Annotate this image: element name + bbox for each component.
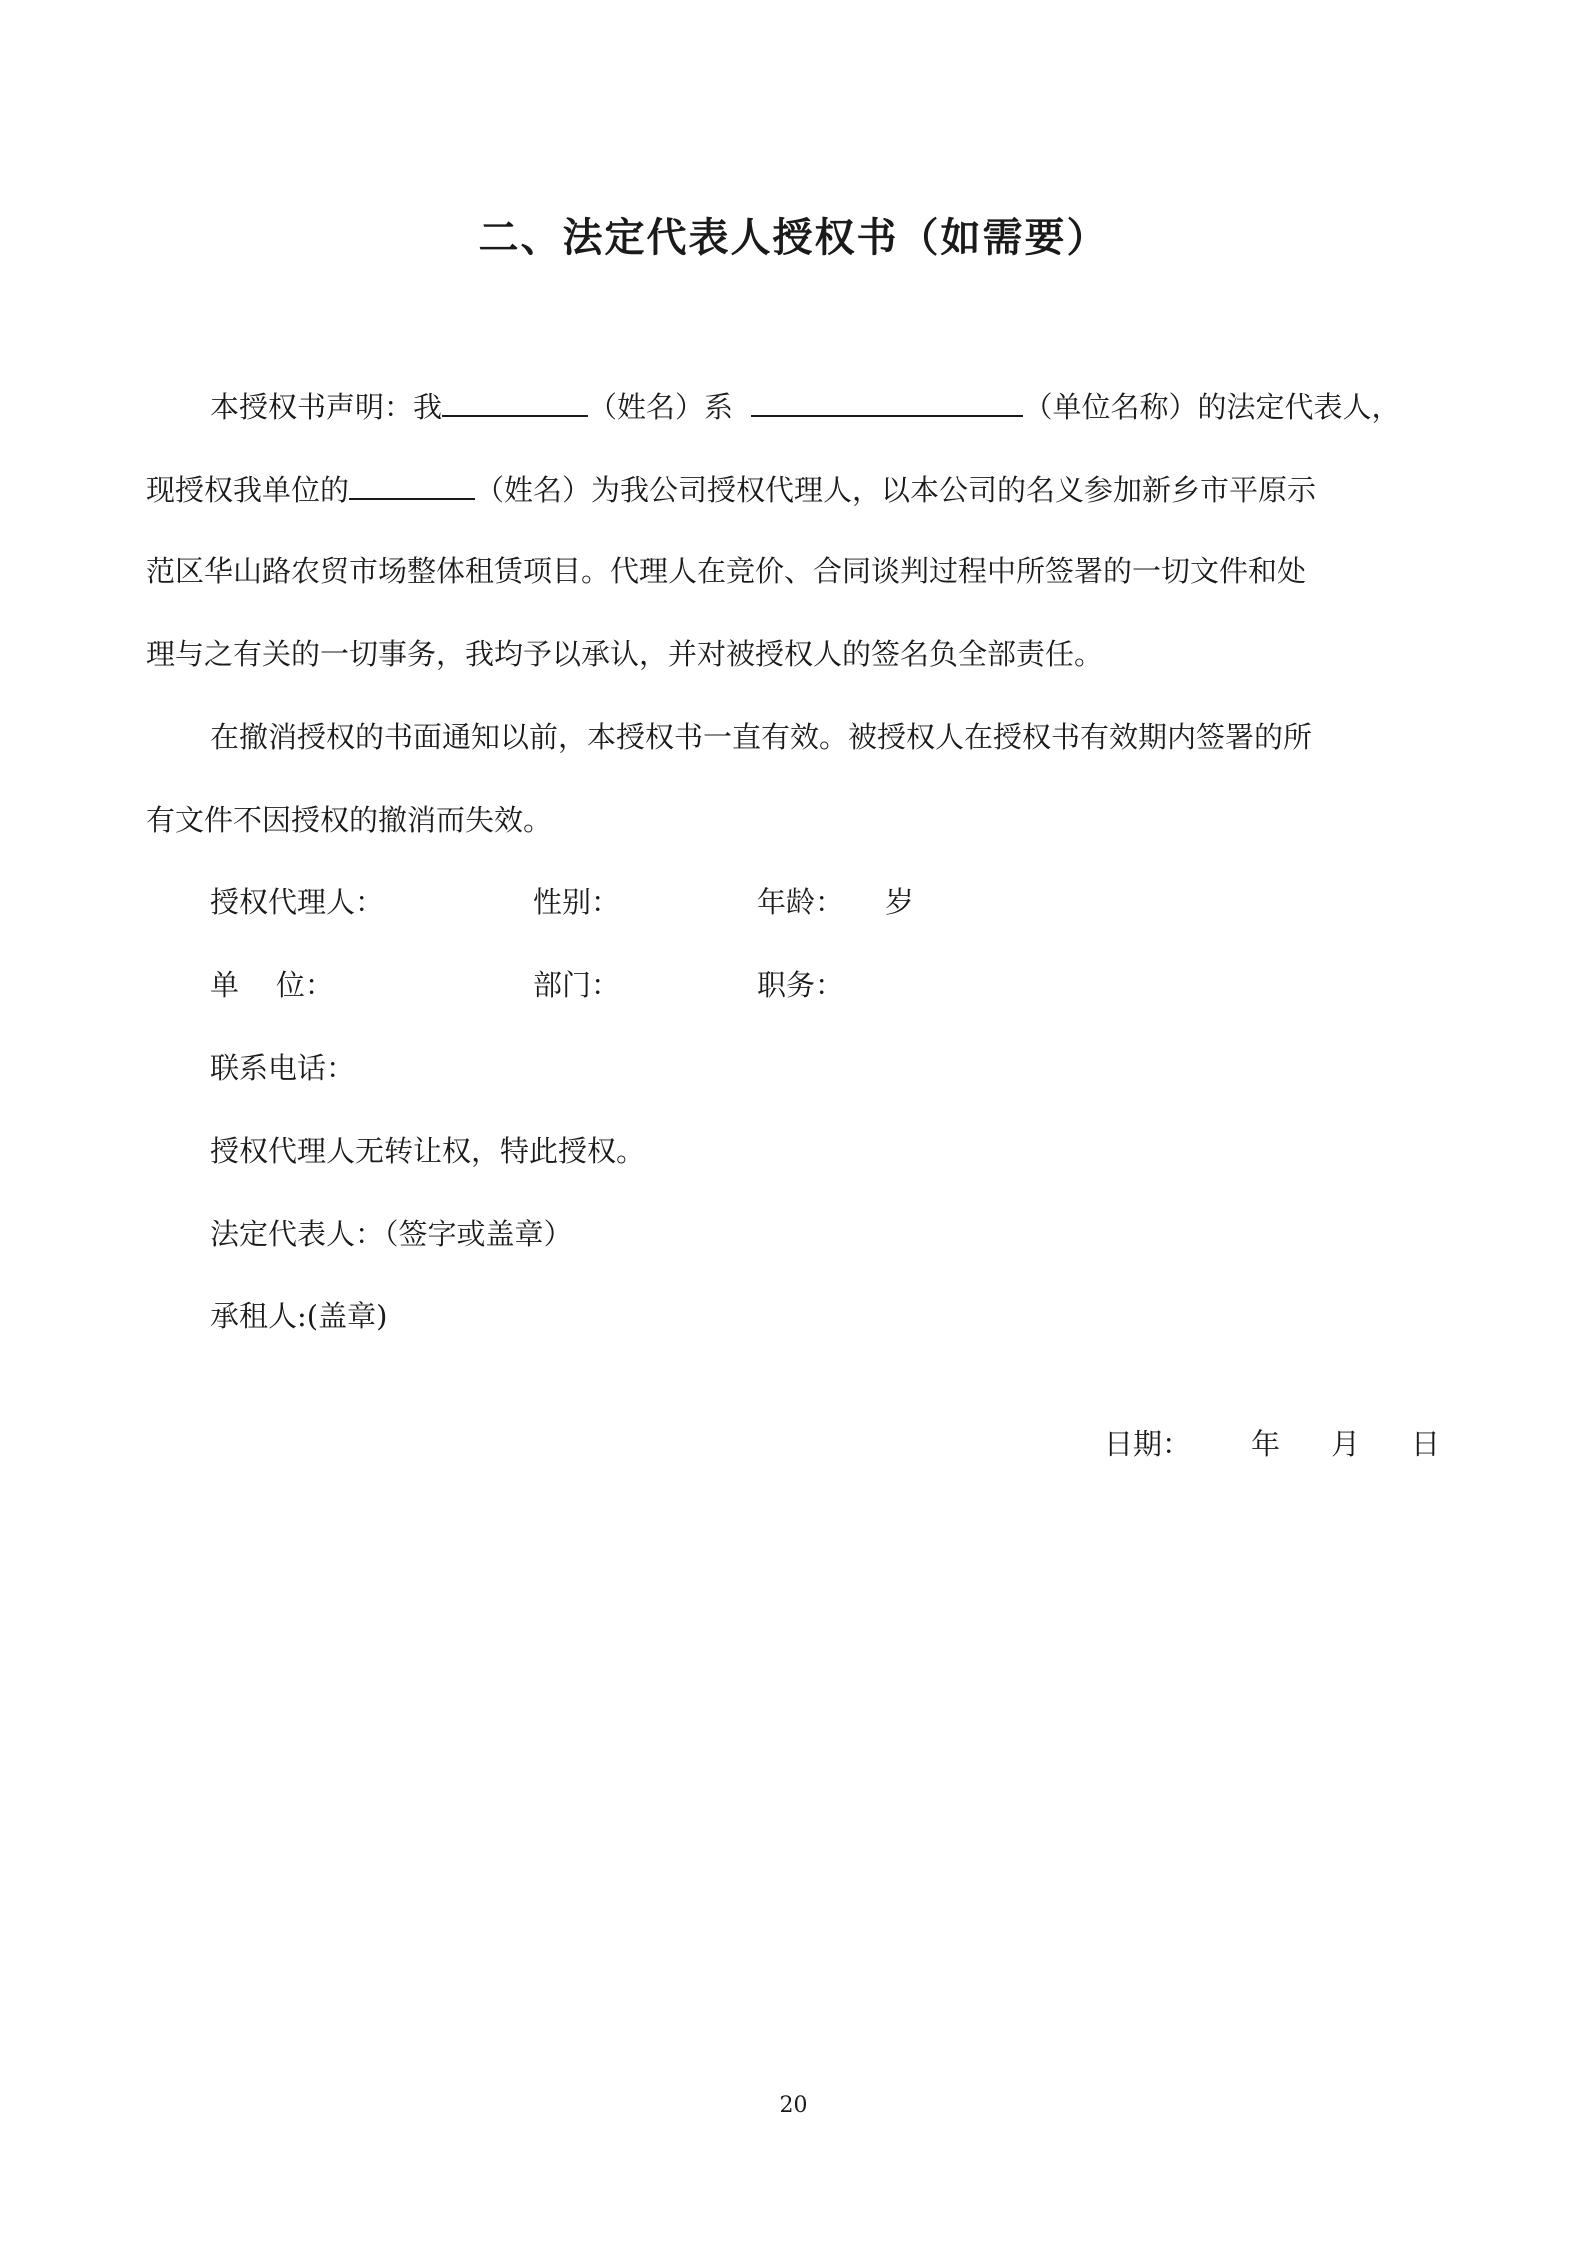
validity-line-2: 有文件不因授权的撤消而失效。 — [146, 803, 553, 837]
legal-representative-signature: 法定代表人：（签字或盖章） — [210, 1217, 573, 1251]
appoint-rest: （姓名）为我公司授权代理人，以本公司的名义参加新乡市平原示 — [475, 473, 1317, 507]
lessee-seal: 承租人:(盖章) — [210, 1299, 388, 1333]
declaration-text: 本授权书声明：我 — [210, 390, 443, 424]
agent-label: 授权代理人： — [210, 885, 385, 919]
age-unit: 岁 — [885, 885, 915, 919]
declaration-line-4: 理与之有关的一切事务，我均予以承认，并对被授权人的签名负全部责任。 — [146, 637, 1104, 671]
name-label: （姓名）系 — [588, 390, 734, 424]
date-label: 日期： — [1104, 1427, 1192, 1461]
appoint-text: 现授权我单位的 — [146, 473, 350, 507]
department-label: 部门： — [533, 968, 621, 1002]
gender-label: 性别： — [533, 885, 621, 919]
date-year: 年 — [1251, 1427, 1281, 1461]
name-blank — [442, 385, 588, 417]
declaration-line-2 — [146, 468, 1316, 510]
phone-label: 联系电话： — [210, 1051, 356, 1085]
date-month: 月 — [1331, 1427, 1361, 1461]
agent-name-blank — [349, 468, 475, 500]
validity-line-1: 在撤消授权的书面通知以前，本授权书一直有效。被授权人在授权书有效期内签署的所 — [210, 720, 1313, 754]
company-name-blank — [751, 385, 1023, 417]
date-day: 日 — [1411, 1427, 1441, 1461]
declaration-line-3: 范区华山路农贸市场整体租赁项目。代理人在竞价、合同谈判过程中所签署的一切文件和处 — [146, 554, 1307, 588]
position-label: 职务： — [757, 968, 845, 1002]
page-title: 二、法定代表人授权书（如需要） — [478, 215, 1109, 261]
company-label: （单位名称）的法定代表人， — [1023, 390, 1401, 424]
age-label: 年龄： — [757, 885, 845, 919]
declaration-line-1 — [210, 385, 1400, 427]
unit-label: 单 位： — [210, 968, 334, 1002]
no-transfer-statement: 授权代理人无转让权，特此授权。 — [210, 1134, 646, 1168]
page-number: 20 — [779, 2093, 808, 2118]
